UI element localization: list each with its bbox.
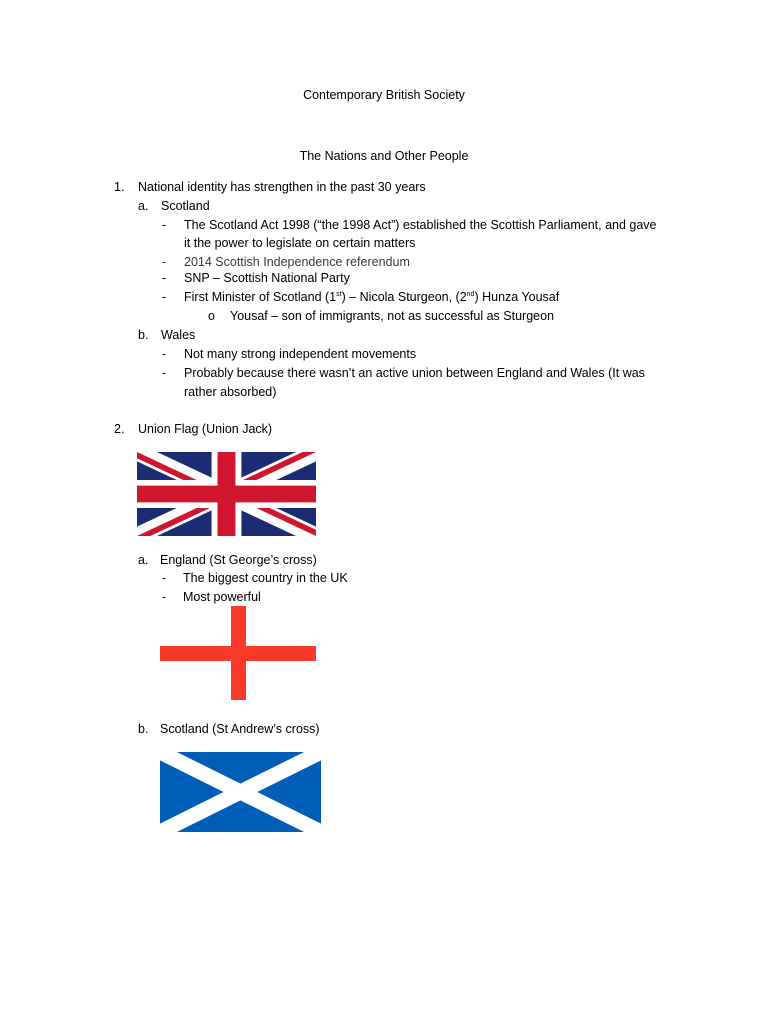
section-1b-marker: b. — [138, 328, 149, 342]
bullet-dash: - — [162, 366, 167, 380]
bullet-scotland-act-line-1: The Scotland Act 1998 (“the 1998 Act”) established the Scottish Parliament, and gave — [184, 218, 657, 232]
bullet-dash: - — [162, 571, 167, 585]
bullet-snp: SNP – Scottish National Party — [184, 271, 350, 285]
bullet-dash: - — [162, 290, 167, 304]
union-jack-flag — [137, 452, 316, 536]
section-2a-marker: a. — [138, 553, 149, 567]
bullet-union-line-1: Probably because there wasn’t an active union between England and Wales (It was — [184, 366, 645, 380]
bullet-biggest-country: The biggest country in the UK — [183, 571, 348, 585]
bullet-first-minister — [184, 289, 559, 305]
bullet-dash: - — [162, 255, 167, 269]
england-flag — [160, 606, 316, 700]
section-2-heading: Union Flag (Union Jack) — [138, 422, 273, 436]
document-title: Contemporary British Society — [303, 88, 465, 102]
first-minister-text-a: First Minister of Scotland (1 — [184, 290, 337, 304]
section-1a-marker: a. — [138, 199, 149, 213]
bullet-dash: - — [162, 590, 167, 604]
bullet-dash: - — [162, 271, 167, 285]
section-1-heading: National identity has strengthen in the past 30 years — [138, 180, 426, 194]
section-1b-label: Wales — [161, 328, 196, 342]
bullet-dash: - — [162, 347, 167, 361]
sub-bullet-yousaf: Yousaf – son of immigrants, not as successful as Sturgeon — [230, 309, 555, 323]
first-minister-text-c: ) Hunza Yousaf — [474, 290, 560, 304]
bullet-referendum: 2014 Scottish Independence referendum — [184, 255, 410, 269]
england-cross-horizontal — [160, 646, 316, 661]
section-1a-label: Scotland — [161, 199, 210, 213]
bullet-independent-movements: Not many strong independent movements — [184, 347, 417, 361]
section-2a-label: England (St George’s cross) — [160, 553, 317, 567]
first-minister-sup-nd: nd — [466, 291, 475, 298]
scotland-flag — [160, 752, 321, 832]
first-minister-sup-st: st — [336, 291, 342, 298]
section-2-number: 2. — [114, 422, 125, 436]
section-2b-marker: b. — [138, 722, 149, 736]
bullet-dash: - — [162, 218, 167, 232]
section-2b-label: Scotland (St Andrew’s cross) — [160, 722, 320, 736]
section-1-number: 1. — [114, 180, 125, 194]
bullet-most-powerful: Most powerful — [183, 590, 261, 604]
bullet-union-line-2: rather absorbed) — [184, 385, 277, 399]
sub-bullet-marker: o — [208, 309, 215, 323]
bullet-scotland-act-line-2: it the power to legislate on certain matters — [184, 236, 416, 250]
first-minister-text-b: ) – Nicola Sturgeon, (2 — [341, 290, 467, 304]
document-subtitle: The Nations and Other People — [299, 149, 469, 163]
